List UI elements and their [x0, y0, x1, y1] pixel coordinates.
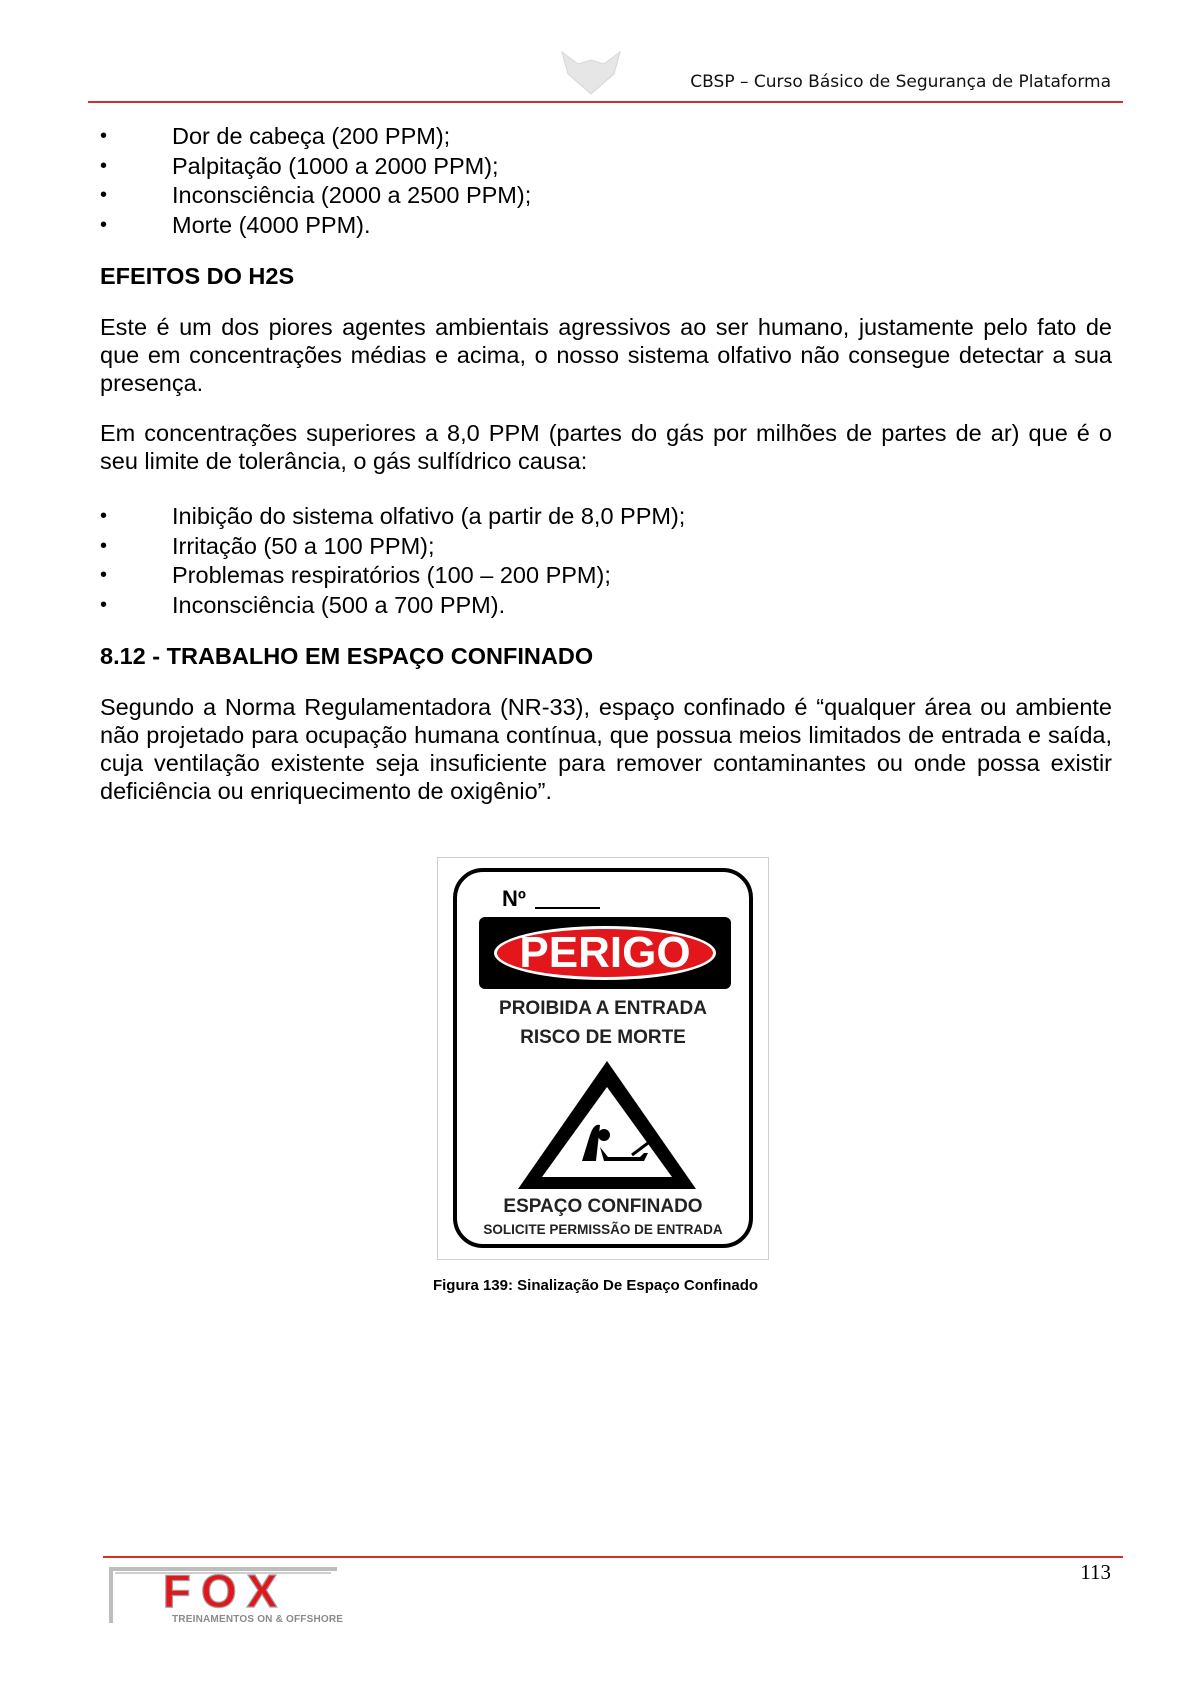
- danger-oval: [494, 926, 716, 980]
- list-item: [100, 181, 1112, 211]
- footer-divider: [103, 1556, 1123, 1558]
- list-item: [100, 532, 1112, 562]
- intro-symptom-list: [100, 122, 1112, 240]
- h2s-paragraph-2: Em concentrações superiores a 8,0 PPM (partes do gás por milhões de partes de ar) que é o seu limite de tolerância, o gás sulfídrico causa:: [100, 420, 1112, 474]
- bullet-icon: •: [100, 593, 108, 616]
- sign-text-request-permit: SOLICITE PERMISSÃO DE ENTRADA: [483, 1222, 723, 1237]
- document-body: [100, 122, 1112, 805]
- h2s-paragraph-1: Este é um dos piores agentes ambientais agressivos ao ser humano, justamente pelo fato de que em concentrações médias e acima, o nosso sistema olfativo não consegue detectar a sua presença.: [100, 314, 1112, 396]
- sign-number-blank: [535, 907, 600, 909]
- list-item: [100, 502, 1112, 532]
- header-divider: [88, 101, 1123, 103]
- h2s-heading: EFEITOS DO H2S: [100, 263, 295, 289]
- fox-logo-text: FOX: [162, 1565, 288, 1617]
- list-item-text: Inconsciência (500 a 700 PPM).: [172, 591, 506, 618]
- warning-triangle-icon: [512, 1055, 702, 1195]
- list-item-text: Irritação (50 a 100 PPM);: [172, 532, 435, 559]
- list-item: [100, 591, 1112, 621]
- danger-word: PERIGO: [519, 928, 691, 977]
- figure-caption: Figura 139: Sinalização De Espaço Confinado: [432, 1277, 759, 1294]
- bullet-icon: •: [100, 213, 108, 236]
- list-item-text: Inconsciência (2000 a 2500 PPM);: [172, 182, 532, 208]
- bullet-icon: •: [100, 125, 108, 147]
- list-item-text: Dor de cabeça (200 PPM);: [172, 123, 451, 149]
- bullet-icon: •: [100, 564, 108, 586]
- bullet-icon: •: [100, 154, 108, 177]
- bullet-icon: •: [100, 505, 108, 527]
- list-item: [100, 561, 1112, 591]
- confined-space-sign-figure: [437, 857, 769, 1260]
- confined-space-paragraph: Segundo a Norma Regulamentadora (NR-33), espaço confinado é “qualquer área ou ambiente não projetado para ocupação humana contínua, que possua meios limitados de entrada e saída, cuja ventilação existente seja insuficiente para remover contaminantes ou onde possa existir deficiência ou enriquecimento de oxigênio”.: [100, 694, 1112, 804]
- list-item-text: Morte (4000 PPM).: [172, 211, 371, 238]
- bullet-icon: •: [100, 184, 108, 206]
- sign-text-confined-space: ESPAÇO CONFINADO: [503, 1196, 703, 1217]
- list-item-text: Inibição do sistema olfativo (a partir de 8,0 PPM);: [172, 503, 686, 529]
- h2s-effects-list: [100, 502, 1112, 620]
- page-number: 113: [1080, 1560, 1111, 1584]
- sign-text-risk-of-death: RISCO DE MORTE: [520, 1027, 686, 1048]
- list-item: [100, 152, 1112, 182]
- list-item-text: Problemas respiratórios (100 – 200 PPM);: [172, 562, 611, 588]
- list-item-text: Palpitação (1000 a 2000 PPM);: [172, 152, 499, 179]
- danger-banner: [479, 917, 731, 989]
- sign-text-no-entry: PROIBIDA A ENTRADA: [499, 998, 707, 1019]
- list-item: [100, 211, 1112, 241]
- sign-number-label: Nº: [502, 886, 526, 911]
- fox-head-icon: [560, 48, 622, 98]
- fox-logo-tagline: TREINAMENTOS ON & OFFSHORE: [172, 1614, 344, 1625]
- list-item: [100, 122, 1112, 152]
- header-title: CBSP – Curso Básico de Segurança de Plataforma: [690, 72, 1111, 92]
- danger-sign: [453, 868, 753, 1248]
- bullet-icon: •: [100, 534, 108, 557]
- confined-space-heading: 8.12 - TRABALHO EM ESPAÇO CONFINADO: [100, 643, 594, 669]
